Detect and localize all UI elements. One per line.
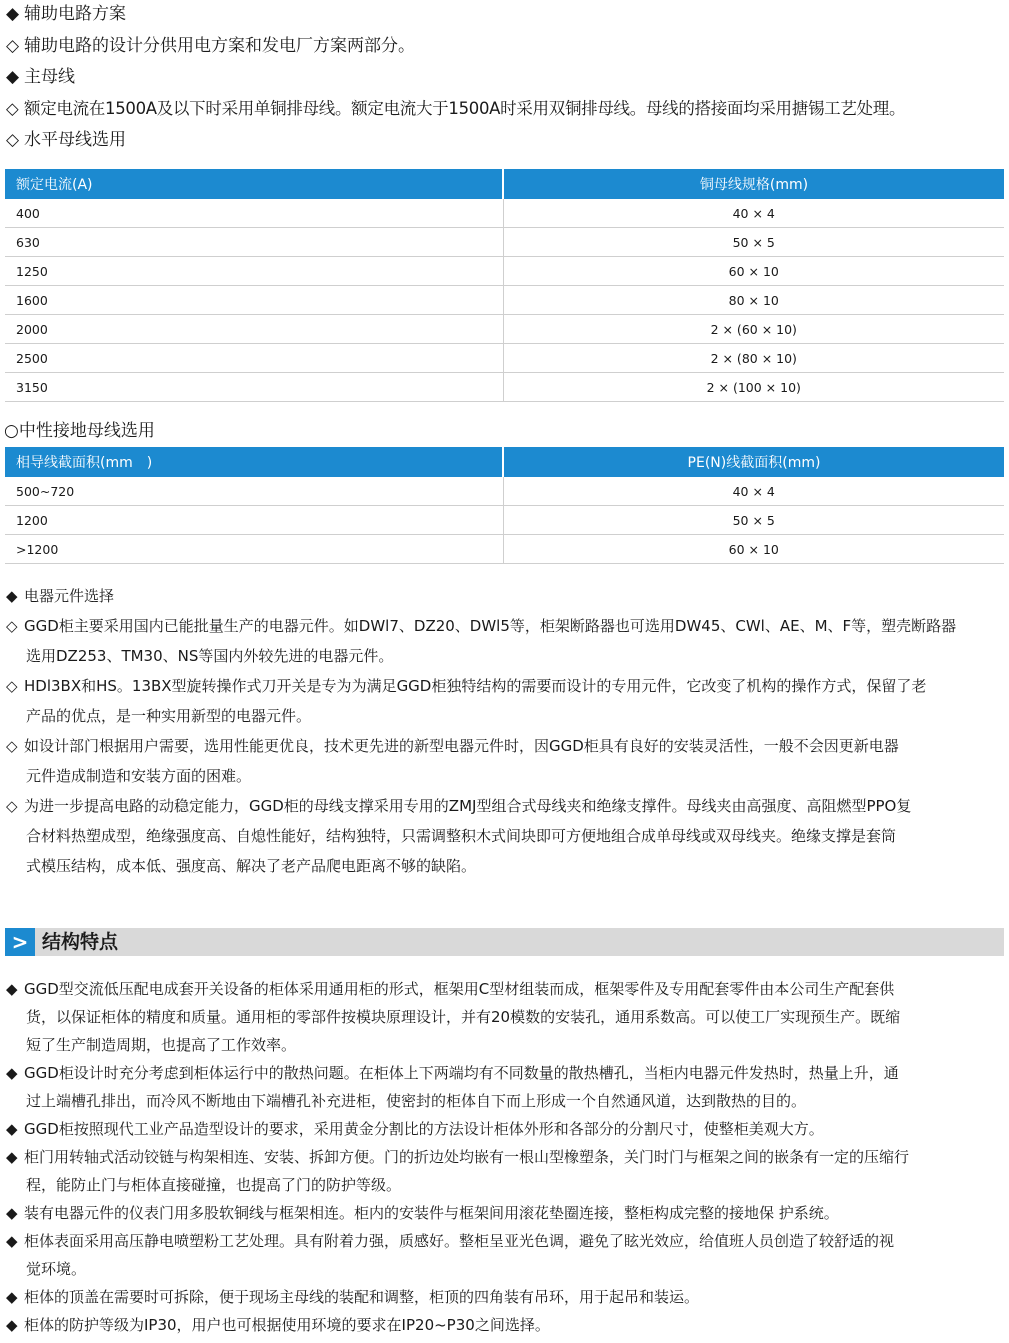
paragraph-text: 辅助电路的设计分供用电方案和发电厂方案两部分。	[24, 36, 415, 56]
bullet-filled-icon: ◆	[6, 1204, 18, 1222]
paragraph-line: 合材料热塑成型，绝缘强度高、自熄性能好，结构独特，只需调整积木式间块即可方便地组合成单母线或双母线夹。绝缘支撑是套筒	[26, 827, 897, 845]
column-header: PE(N)线截面积(mm)	[503, 447, 1004, 477]
bullet-hollow-icon: ◇	[6, 130, 20, 150]
paragraph-main-busbar	[6, 99, 905, 119]
paragraph-text: 额定电流在1500A及以下时采用单铜排母线。额定电流大于1500A时采用双铜排母线。母线的搭接面均采用搪锡工艺处理。	[24, 99, 906, 118]
table-row	[5, 228, 1004, 257]
table-header-row	[5, 169, 1004, 199]
paragraph-line	[6, 671, 1004, 701]
heading-text: 电器元件选择	[24, 587, 115, 605]
paragraph-line	[6, 975, 1004, 1003]
bullet-filled-icon: ◆	[6, 980, 18, 998]
bullet-filled-icon: ◆	[6, 1316, 18, 1334]
table-row	[5, 344, 1004, 373]
paragraph-line: 程，能防止门与柜体直接碰撞，也提高了门的防护等级。	[26, 1176, 402, 1194]
section-title: 结构特点	[42, 931, 119, 953]
arrow-right-icon: >	[5, 928, 35, 956]
electrical-components-section	[6, 581, 1004, 881]
paragraph-line	[6, 1227, 1004, 1255]
table-cell: 1600	[5, 286, 503, 315]
table-row	[5, 535, 1004, 564]
heading-horizontal-busbar	[6, 130, 126, 150]
paragraph-text: HDl3BX和HS。13BX型旋转操作式刀开关是专为为满足GGD柜独特结构的需要而设计的专用元件，它改变了机构的操作方式，保留了老	[24, 677, 927, 695]
table-row	[5, 257, 1004, 286]
paragraph-line	[6, 1283, 1004, 1311]
table-row	[5, 315, 1004, 344]
heading-text: 辅助电路方案	[24, 4, 126, 24]
paragraph-text: 柜体的防护等级为IP30，用户也可根据使用环境的要求在IP20~P30之间选择。	[24, 1316, 550, 1334]
paragraph-line	[6, 1143, 1004, 1171]
section-header-bar	[5, 928, 1004, 956]
bullet-filled-icon: ◆	[6, 1120, 18, 1138]
table-row	[5, 477, 1004, 506]
paragraph-text: GGD柜设计时充分考虑到柜体运行中的散热问题。在柜体上下两端均有不同数量的散热槽孔，当柜内电器元件发热时，热量上升，通	[24, 1064, 899, 1082]
paragraph-text: 柜体的顶盖在需要时可拆除，便于现场主母线的装配和调整，柜顶的四角装有吊环，用于起吊和装运。	[24, 1288, 700, 1306]
paragraph-line	[6, 1311, 1004, 1339]
heading-text: 水平母线选用	[24, 130, 126, 150]
bullet-filled-icon: ◆	[6, 1064, 18, 1082]
heading-neutral-busbar	[4, 421, 155, 441]
heading-aux-circuit	[6, 4, 126, 24]
paragraph-text: 柜体表面采用高压静电喷塑粉工艺处理。具有附着力强，质感好。整柜呈亚光色调，避免了眩光效应，给值班人员创造了较舒适的视	[24, 1232, 895, 1250]
paragraph-line	[6, 611, 1004, 641]
bullet-hollow-icon: ◇	[6, 677, 18, 695]
table-cell: 400	[5, 199, 503, 228]
bullet-circle-icon: ○	[4, 421, 19, 441]
heading-text: 主母线	[24, 67, 75, 87]
paragraph-line	[6, 1199, 1004, 1227]
heading-text: 中性接地母线选用	[18, 421, 155, 441]
paragraph-line	[6, 791, 1004, 821]
table-cell: 2 × (80 × 10)	[503, 344, 1004, 373]
heading-main-busbar	[6, 67, 75, 87]
paragraph-text: 如设计部门根据用户需要，选用性能更优良，技术更先进的新型电器元件时，因GGD柜具有良好的安装灵活性，一般不会因更新电器	[24, 737, 899, 755]
bullet-filled-icon: ◆	[6, 1232, 18, 1250]
table-cell: 60 × 10	[503, 257, 1004, 286]
table-cell: 2 × (60 × 10)	[503, 315, 1004, 344]
paragraph-text: 柜门用转轴式活动铰链与构架相连、安装、拆卸方便。门的折边处均嵌有一根山型橡塑条，关门时门与框架之间的嵌条有一定的压缩行	[24, 1148, 910, 1166]
paragraph-line: 元件造成制造和安装方面的困难。	[26, 767, 252, 785]
column-header: 相导线截面积(mm )	[5, 447, 503, 477]
table-cell: 40 × 4	[503, 199, 1004, 228]
bullet-hollow-icon: ◇	[6, 617, 18, 635]
table-cell: 1200	[5, 506, 503, 535]
table-cell: 1250	[5, 257, 503, 286]
table-cell: >1200	[5, 535, 503, 564]
table-cell: 2000	[5, 315, 503, 344]
bullet-hollow-icon: ◇	[6, 99, 19, 118]
paragraph-line	[6, 1059, 1004, 1087]
paragraph-line: 短了生产制造周期，也提高了工作效率。	[26, 1036, 297, 1054]
paragraph-line: 过上端槽孔排出，而冷风不断地由下端槽孔补充进柜，使密封的柜体自下而上形成一个自然通风道，达到散热的目的。	[26, 1092, 807, 1110]
bullet-filled-icon: ◆	[6, 1148, 18, 1166]
table-cell: 80 × 10	[503, 286, 1004, 315]
table-cell: 2 × (100 × 10)	[503, 373, 1004, 402]
column-header: 额定电流(A)	[5, 169, 503, 199]
table-cell: 60 × 10	[503, 535, 1004, 564]
table-cell: 500~720	[5, 477, 503, 506]
paragraph-text: GGD柜主要采用国内已能批量生产的电器元件。如DWl7、DZ20、DWl5等，柜架断路器也可选用DW45、CWl、AE、M、F等，塑壳断路器	[24, 617, 957, 635]
table-cell: 2500	[5, 344, 503, 373]
paragraph-text: 为进一步提高电路的动稳定能力，GGD柜的母线支撑采用专用的ZMJ型组合式母线夹和绝缘支撑件。母线夹由高强度、高阻燃型PPO复	[24, 797, 912, 815]
paragraph-text: GGD柜按照现代工业产品造型设计的要求，采用黄金分割比的方法设计柜体外形和各部分的分割尺寸，使整柜美观大方。	[24, 1120, 824, 1138]
table-cell: 50 × 5	[503, 506, 1004, 535]
paragraph-line: 式模压结构，成本低、强度高、解决了老产品爬电距离不够的缺陷。	[26, 857, 477, 875]
bullet-filled-icon: ◆	[6, 4, 20, 24]
section-heading	[6, 581, 1004, 611]
paragraph-line: 选用DZ253、TM30、NS等国内外较先进的电器元件。	[26, 647, 394, 665]
table-row	[5, 506, 1004, 535]
paragraph-line	[6, 731, 1004, 761]
table-row	[5, 373, 1004, 402]
paragraph-aux-circuit	[6, 36, 415, 56]
paragraph-line	[6, 1115, 1004, 1143]
bullet-filled-icon: ◆	[6, 587, 18, 605]
neutral-busbar-table	[5, 447, 1004, 564]
structure-features-section	[6, 975, 1004, 1339]
paragraph-line: 货，以保证柜体的精度和质量。通用柜的零部件按模块原理设计，并有20模数的安装孔，通用系数高。可以使工厂实现预生产。既缩	[26, 1008, 901, 1026]
busbar-spec-table	[5, 169, 1004, 402]
table-row	[5, 286, 1004, 315]
bullet-hollow-icon: ◇	[6, 36, 20, 56]
table-cell: 40 × 4	[503, 477, 1004, 506]
table-cell: 50 × 5	[503, 228, 1004, 257]
table-cell: 3150	[5, 373, 503, 402]
bullet-filled-icon: ◆	[6, 67, 20, 87]
paragraph-line: 产品的优点，是一种实用新型的电器元件。	[26, 707, 312, 725]
paragraph-text: GGD型交流低压配电成套开关设备的柜体采用通用柜的形式，框架用C型材组装而成，框架零件及专用配套零件由本公司生产配套供	[24, 980, 895, 998]
bullet-hollow-icon: ◇	[6, 737, 18, 755]
table-header-row	[5, 447, 1004, 477]
table-cell: 630	[5, 228, 503, 257]
bullet-filled-icon: ◆	[6, 1288, 18, 1306]
paragraph-line: 觉环境。	[26, 1260, 87, 1278]
bullet-hollow-icon: ◇	[6, 797, 18, 815]
table-row	[5, 199, 1004, 228]
column-header: 铜母线规格(mm)	[503, 169, 1004, 199]
paragraph-text: 装有电器元件的仪表门用多股软铜线与框架相连。柜内的安装件与框架间用滚花垫圈连接，整柜构成完整的接地保 护系统。	[24, 1204, 839, 1222]
